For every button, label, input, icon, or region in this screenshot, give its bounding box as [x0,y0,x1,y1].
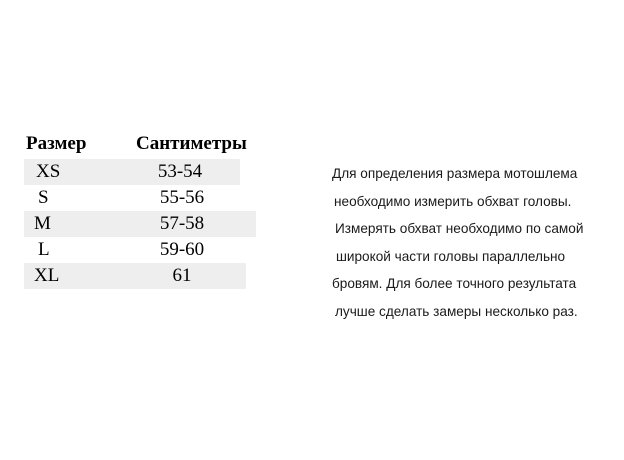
instruction-line: лучше сделать замеры несколько раз. [335,303,578,319]
measurement-instructions [318,160,618,325]
instruction-line: необходимо измерить обхват головы. [334,193,572,209]
size-label: L [38,239,50,260]
size-row [24,237,256,263]
instruction-line: бровям. Для более точного результата [332,276,577,291]
size-label: XL [34,265,60,286]
size-label: M [34,213,51,234]
size-label: XS [36,161,61,182]
size-row [24,159,240,185]
size-column-header: Размер [26,133,87,154]
size-row [24,185,256,211]
size-row [24,211,256,237]
size-table [24,133,256,289]
size-centimeters: 61 [172,265,192,286]
size-label: S [38,187,49,208]
instruction-line: широкой части головы параллельно [336,248,566,264]
centimeters-column-header: Сантиметры [136,133,247,154]
size-centimeters: 57-58 [159,213,205,234]
instruction-line: Для определения размера мотошлема [332,166,578,181]
size-table-header [24,133,256,159]
size-centimeters: 55-56 [159,187,205,208]
size-row [24,263,246,289]
size-centimeters: 53-54 [157,161,203,182]
instruction-line: Измерять обхват необходимо по самой [335,221,584,236]
size-centimeters: 59-60 [159,239,205,260]
